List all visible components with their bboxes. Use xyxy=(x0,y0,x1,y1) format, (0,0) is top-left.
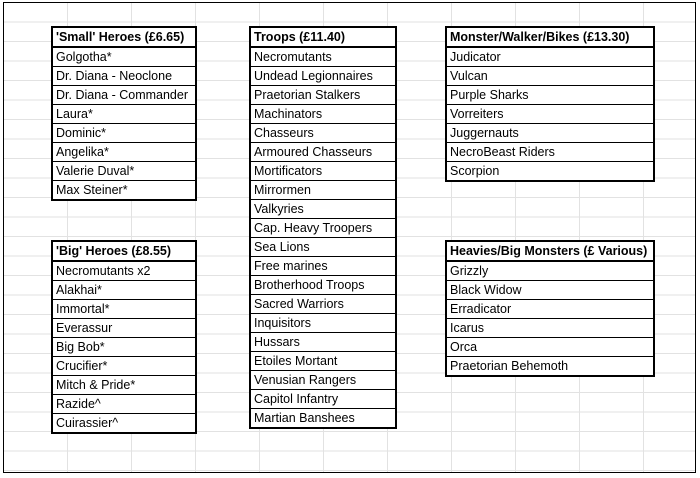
table-cell[interactable]: Venusian Rangers xyxy=(250,371,396,390)
table-row xyxy=(446,261,654,281)
table-cell[interactable]: Big Bob* xyxy=(52,338,196,357)
table-cell[interactable]: Brotherhood Troops xyxy=(250,276,396,295)
table-header-cell[interactable]: Monster/Walker/Bikes (£13.30) xyxy=(446,27,654,47)
table-cell[interactable]: Icarus xyxy=(446,319,654,338)
table-cell[interactable]: Dr. Diana - Neoclone xyxy=(52,67,196,86)
table-cell[interactable]: Martian Banshees xyxy=(250,409,396,429)
table-row xyxy=(52,124,196,143)
table-row xyxy=(446,67,654,86)
table-row xyxy=(446,338,654,357)
table-cell[interactable]: Capitol Infantry xyxy=(250,390,396,409)
table-cell[interactable]: Necromutants xyxy=(250,47,396,67)
table-row xyxy=(446,86,654,105)
table-row xyxy=(52,162,196,181)
troops-table xyxy=(249,26,397,429)
table-cell[interactable]: Laura* xyxy=(52,105,196,124)
table-cell[interactable]: Valerie Duval* xyxy=(52,162,196,181)
table-row xyxy=(52,67,196,86)
heavies-big-monsters-table xyxy=(445,240,655,377)
table-cell[interactable]: Judicator xyxy=(446,47,654,67)
table-cell[interactable]: Mitch & Pride* xyxy=(52,376,196,395)
table-row xyxy=(446,281,654,300)
table-row xyxy=(446,105,654,124)
table-cell[interactable]: Machinators xyxy=(250,105,396,124)
table-cell[interactable]: Max Steiner* xyxy=(52,181,196,201)
table-cell[interactable]: Golgotha* xyxy=(52,47,196,67)
table-cell[interactable]: Angelika* xyxy=(52,143,196,162)
table-cell[interactable]: Erradicator xyxy=(446,300,654,319)
table-row xyxy=(52,261,196,281)
table-row xyxy=(250,295,396,314)
table-cell[interactable]: Praetorian Stalkers xyxy=(250,86,396,105)
table-row xyxy=(446,124,654,143)
table-row xyxy=(446,319,654,338)
table-row xyxy=(52,181,196,201)
table-row xyxy=(52,300,196,319)
table-header-cell[interactable]: 'Big' Heroes (£8.55) xyxy=(52,241,196,261)
small-heroes-table xyxy=(51,26,197,201)
table-row xyxy=(250,86,396,105)
table-row xyxy=(250,124,396,143)
table-cell[interactable]: Vulcan xyxy=(446,67,654,86)
table-header-cell[interactable]: 'Small' Heroes (£6.65) xyxy=(52,27,196,47)
table-row xyxy=(250,219,396,238)
table-cell[interactable]: Black Widow xyxy=(446,281,654,300)
table-row xyxy=(52,86,196,105)
table-row xyxy=(250,257,396,276)
table-cell[interactable]: Immortal* xyxy=(52,300,196,319)
table-cell[interactable]: Dr. Diana - Commander xyxy=(52,86,196,105)
table-cell[interactable]: NecroBeast Riders xyxy=(446,143,654,162)
table-cell[interactable]: Valkyries xyxy=(250,200,396,219)
table-cell[interactable]: Crucifier* xyxy=(52,357,196,376)
table-cell[interactable]: Sacred Warriors xyxy=(250,295,396,314)
table-cell[interactable]: Chasseurs xyxy=(250,124,396,143)
table-row xyxy=(52,338,196,357)
table-row xyxy=(250,47,396,67)
table-row xyxy=(250,67,396,86)
table-cell[interactable]: Armoured Chasseurs xyxy=(250,143,396,162)
table-header-cell[interactable]: Heavies/Big Monsters (£ Various) xyxy=(446,241,654,261)
table-cell[interactable]: Purple Sharks xyxy=(446,86,654,105)
table-header-cell[interactable]: Troops (£11.40) xyxy=(250,27,396,47)
table-row xyxy=(250,105,396,124)
table-row xyxy=(250,200,396,219)
spreadsheet-grid xyxy=(3,2,696,473)
table-row xyxy=(446,300,654,319)
table-row xyxy=(250,143,396,162)
table-row xyxy=(446,162,654,182)
table-cell[interactable]: Sea Lions xyxy=(250,238,396,257)
table-cell[interactable]: Grizzly xyxy=(446,261,654,281)
table-row xyxy=(446,47,654,67)
table-cell[interactable]: Praetorian Behemoth xyxy=(446,357,654,377)
table-cell[interactable]: Hussars xyxy=(250,333,396,352)
table-cell[interactable]: Necromutants x2 xyxy=(52,261,196,281)
table-row xyxy=(250,314,396,333)
table-row xyxy=(52,105,196,124)
table-row xyxy=(52,376,196,395)
table-row xyxy=(250,238,396,257)
table-row xyxy=(52,319,196,338)
table-cell[interactable]: Undead Legionnaires xyxy=(250,67,396,86)
table-cell[interactable]: Cap. Heavy Troopers xyxy=(250,219,396,238)
monster-walker-bikes-table xyxy=(445,26,655,182)
table-row xyxy=(446,143,654,162)
table-cell[interactable]: Dominic* xyxy=(52,124,196,143)
table-cell[interactable]: Vorreiters xyxy=(446,105,654,124)
table-cell[interactable]: Everassur xyxy=(52,319,196,338)
table-cell[interactable]: Razide^ xyxy=(52,395,196,414)
table-row xyxy=(52,47,196,67)
table-row xyxy=(52,281,196,300)
table-row xyxy=(446,357,654,377)
table-row xyxy=(52,414,196,434)
table-cell[interactable]: Juggernauts xyxy=(446,124,654,143)
table-cell[interactable]: Mortificators xyxy=(250,162,396,181)
table-row xyxy=(250,409,396,429)
table-cell[interactable]: Cuirassier^ xyxy=(52,414,196,434)
table-row xyxy=(250,276,396,295)
table-row xyxy=(52,395,196,414)
table-row xyxy=(250,162,396,181)
table-cell[interactable]: Inquisitors xyxy=(250,314,396,333)
table-cell[interactable]: Mirrormen xyxy=(250,181,396,200)
table-cell[interactable]: Alakhai* xyxy=(52,281,196,300)
table-row xyxy=(250,371,396,390)
table-cell[interactable]: Scorpion xyxy=(446,162,654,182)
table-row xyxy=(52,143,196,162)
table-row xyxy=(250,181,396,200)
table-cell[interactable]: Orca xyxy=(446,338,654,357)
table-row xyxy=(250,390,396,409)
table-row xyxy=(52,357,196,376)
big-heroes-table xyxy=(51,240,197,434)
table-row xyxy=(250,352,396,371)
table-row xyxy=(250,333,396,352)
table-cell[interactable]: Etoiles Mortant xyxy=(250,352,396,371)
table-cell[interactable]: Free marines xyxy=(250,257,396,276)
